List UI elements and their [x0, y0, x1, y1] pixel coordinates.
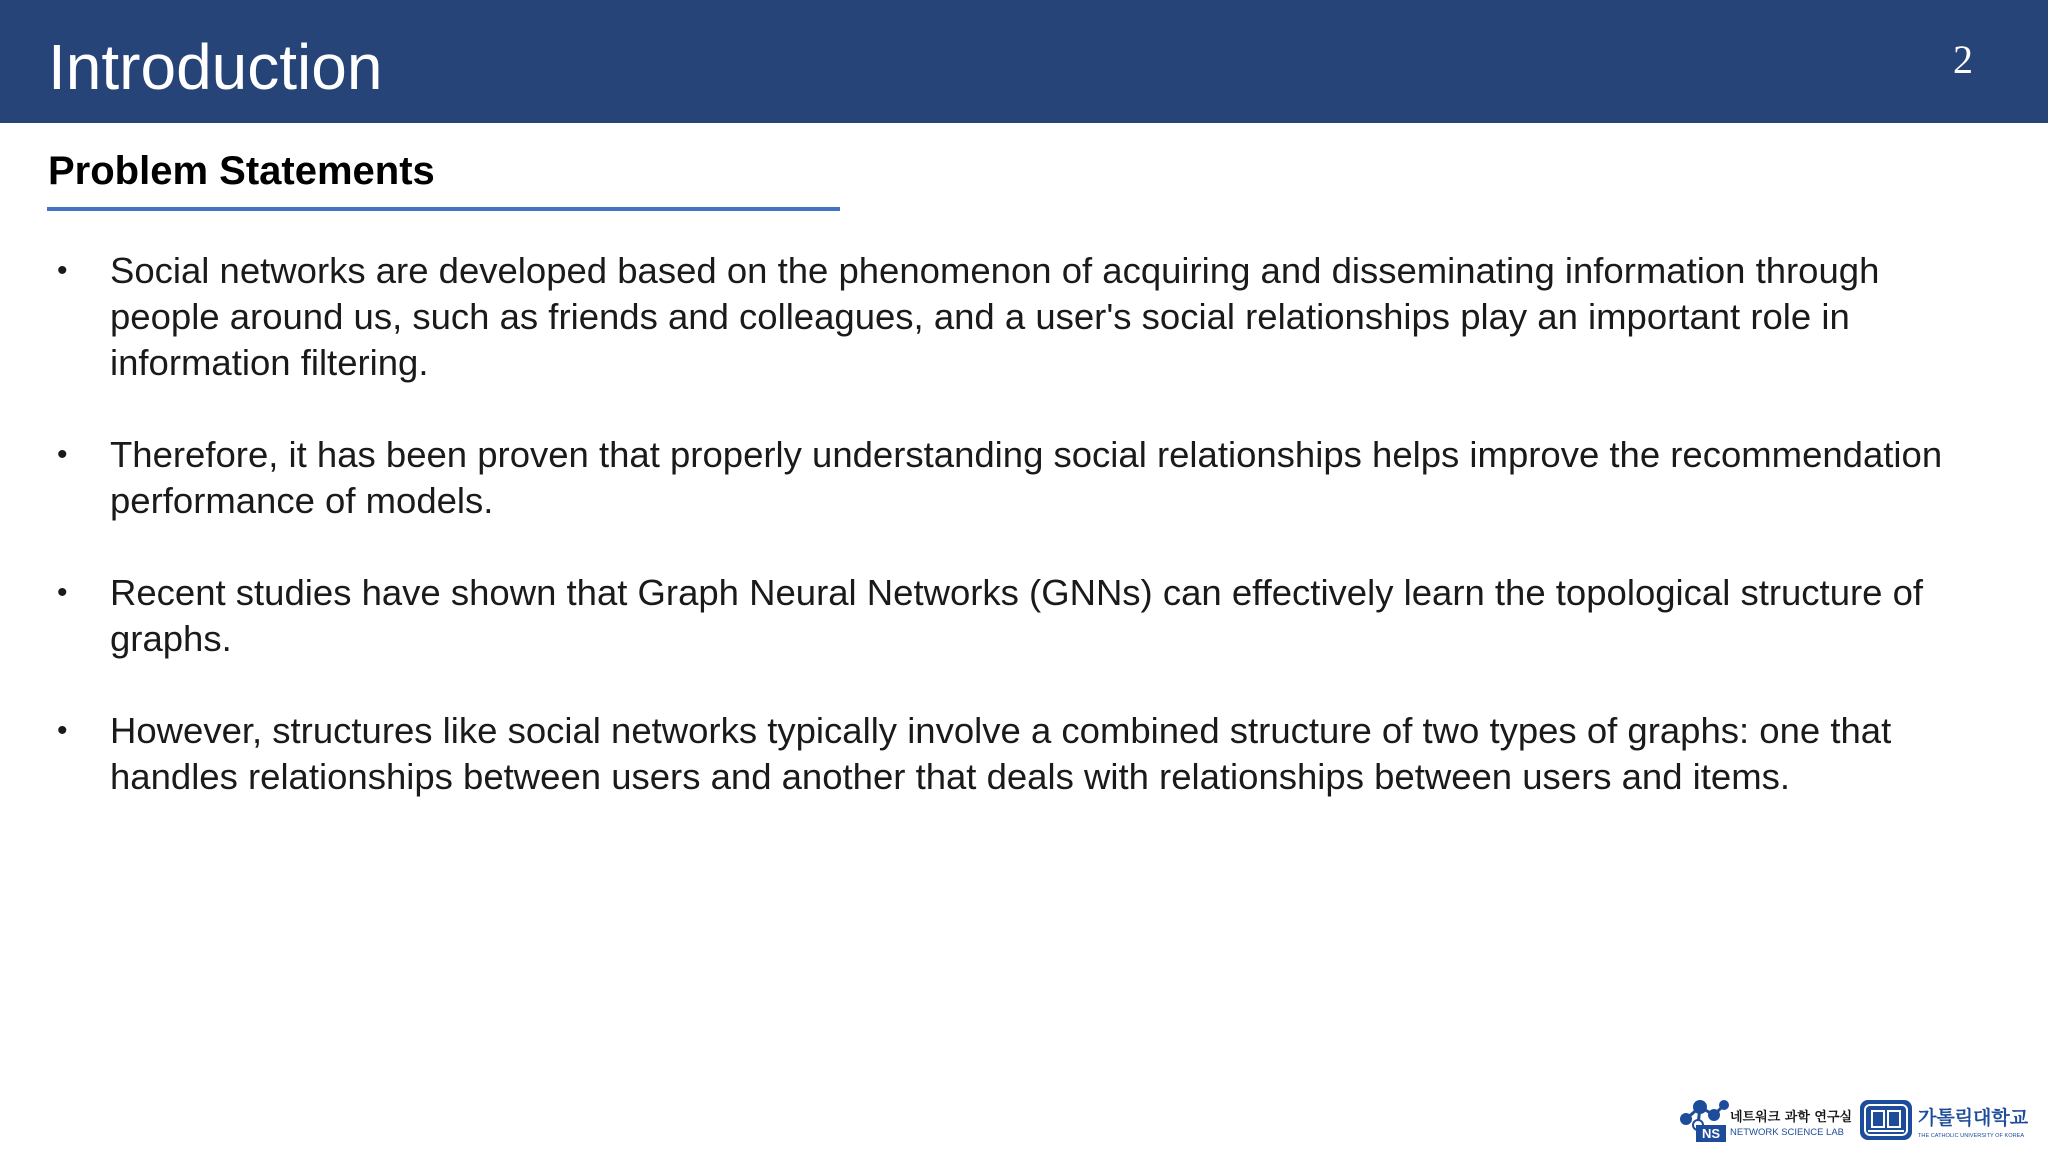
bullet-marker: • [57, 576, 68, 609]
university-name-ko: 가톨릭대학교 [1918, 1107, 2029, 1129]
slide-title: Introduction [48, 31, 383, 103]
bullet-list [57, 248, 1957, 846]
header-bar [0, 0, 2048, 123]
bullet-text: Recent studies have shown that Graph Neural Networks (GNNs) can effectively learn the topological structure of graphs. [110, 572, 1924, 659]
bullet-text: However, structures like social networks typically involve a combined structure of two types of graphs: one that handles relationships between users and another that deals with relationships between users and items. [110, 710, 1892, 797]
university-name-en: THE CATHOLIC UNIVERSITY OF KOREA [1918, 1133, 2025, 1139]
network-science-lab-logo [1676, 1097, 1856, 1143]
catholic-university-logo [1858, 1097, 2036, 1143]
nslab-badge-text: NS [1701, 1126, 1721, 1141]
section-heading: Problem Statements [48, 149, 435, 193]
nslab-name-en: NETWORK SCIENCE LAB [1730, 1127, 1845, 1138]
bullet-marker: • [57, 714, 68, 747]
university-emblem-icon [1860, 1100, 1912, 1140]
bullet-item [57, 432, 1957, 524]
bullet-text: Social networks are developed based on the phenomenon of acquiring and disseminating information through people around us, such as friends and colleagues, and a user's social relationships play an important role in information filtering. [110, 250, 1880, 383]
bullet-item [57, 248, 1957, 386]
bullet-item [57, 570, 1957, 662]
nslab-name-ko: 네트워크 과학 연구실 [1730, 1110, 1853, 1125]
bullet-text: Therefore, it has been proven that properly understanding social relationships helps improve the recommendation performance of models. [110, 434, 1943, 521]
bullet-marker: • [57, 254, 68, 287]
bullet-item [57, 708, 1957, 800]
bullet-marker: • [57, 438, 68, 471]
heading-underline [47, 207, 840, 211]
page-number: 2 [1953, 37, 1973, 82]
footer-logos [1676, 1097, 2036, 1143]
